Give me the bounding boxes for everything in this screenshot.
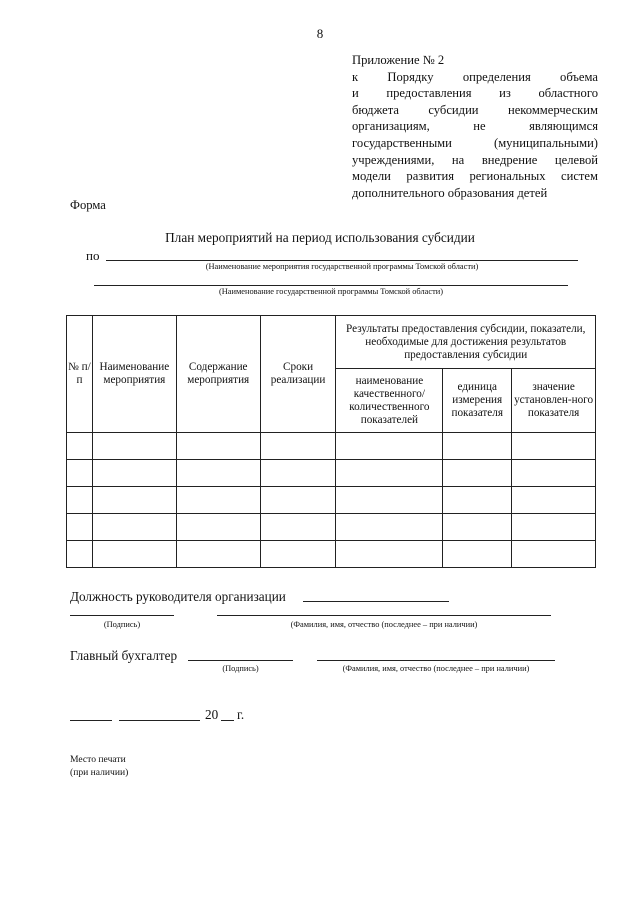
position-label: Должность руководителя организации [70,589,286,604]
header-num: № п/п [67,316,93,433]
appendix-line: учреждениями, на внедрение целевой [352,152,598,167]
date-year-prefix: 20 [205,707,219,722]
stamp-line: (при наличии) [70,767,129,778]
accountant-label: Главный бухгалтер [70,648,178,663]
appendix-line: модели развития региональных систем [352,169,598,184]
event-name-line[interactable] [106,260,578,261]
appendix-line: к Порядку определения объема [352,69,598,84]
accountant-fio-line[interactable] [317,660,555,661]
position-line[interactable] [303,601,449,602]
appendix-line: бюджета субсидии некоммерческим [352,102,598,117]
table-row [67,487,596,514]
header-results: Результаты предоставления субсидии, показатели, необходимые для достижения результатов предоставления субсидии [336,316,596,369]
plan-table [66,315,596,568]
appendix-line: Приложение № 2 [352,53,445,67]
appendix-line: организациям, не являющимся [352,119,598,134]
appendix-line: дополнительного образования детей [352,185,548,200]
table-row [67,433,596,460]
stamp-block [70,753,128,779]
accountant-signature-line[interactable] [188,660,293,661]
date-month-line[interactable] [119,720,200,721]
date-year-line[interactable] [221,720,234,721]
date-suffix: г. [237,707,245,722]
event-name-caption: (Наименование мероприятия государственной программы Томской области) [205,262,479,271]
stamp-line: Место печати [70,754,126,765]
accountant-fio-caption: (Фамилия, имя, отчество (последнее – при наличии) [342,664,530,673]
table-row [67,460,596,487]
program-name-caption: (Наименование государственной программы Томской области) [218,287,444,296]
table-row [67,514,596,541]
header-indicator-name: наименование качественного/ количественного показателей [336,369,443,433]
header-value: значение установлен-ного показателя [512,369,596,433]
head-signature-caption: (Подпись) [103,620,141,629]
form-label: Форма [70,198,106,212]
appendix-line: и предоставления из областного [352,86,598,101]
po-label: по [86,248,100,263]
head-fio-caption: (Фамилия, имя, отчество (последнее – при наличии) [290,620,478,629]
appendix-line: государственными (муниципальными) [352,135,598,150]
header-terms: Сроки реализации [260,316,336,433]
header-event-name: Наименование мероприятия [92,316,176,433]
head-fio-line[interactable] [217,615,551,616]
accountant-signature-caption: (Подпись) [222,664,259,673]
table-row [67,541,596,568]
header-unit: единица измерения показателя [443,369,512,433]
date-day-line[interactable] [70,720,112,721]
header-event-content: Содержание мероприятия [176,316,260,433]
head-signature-line[interactable] [70,615,174,616]
appendix-block [352,52,598,201]
program-name-line[interactable] [94,285,568,286]
page-number: 8 [316,26,324,41]
page-title: План мероприятий на период использования субсидии [165,230,475,245]
